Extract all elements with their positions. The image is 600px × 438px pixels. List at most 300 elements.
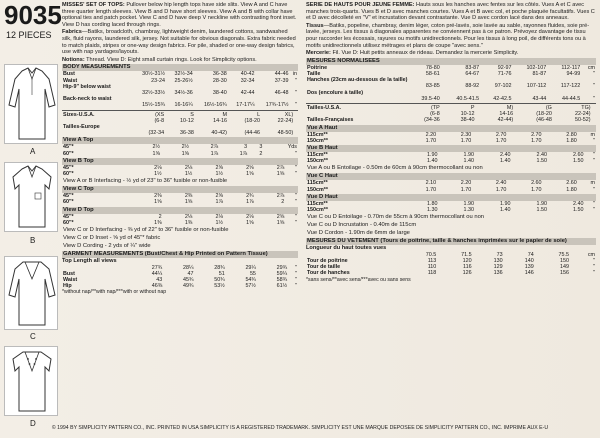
cell-value: " — [593, 258, 595, 264]
table-row — [306, 138, 596, 144]
cell-value: 2¾ — [246, 193, 254, 200]
yardage-band: Vue C ou D Incrustation - 0.40m de 115cm — [307, 222, 417, 229]
cell-value: 2.40 — [573, 200, 584, 207]
cell-value: 140 — [524, 258, 534, 264]
description-fr: SERIE DE HAUTS POUR JEUNE FEMME: Hauts sous les hanches avec fentes sur les côtés. Vues A et C avec manches trois-quarts. Vues B et D avec manches courtes. Vues A et B avec col, et poche plaquée facultatifs. Vues C et D avec décolleté en "V" et incrustation devant contrastante. Vue D avec cordon lacé dans des anneaux. — [306, 2, 595, 22]
row-label: 60"* — [63, 199, 74, 206]
cell-value: 49¾ — [182, 283, 194, 290]
view-b-sketch — [4, 162, 58, 232]
cell-value: 2⅛ — [215, 213, 223, 220]
row-label: 115cm** — [307, 151, 328, 158]
cell-value: 32½-34 — [174, 71, 193, 78]
cell-value: " — [295, 77, 297, 84]
cell-value: 1½ — [184, 170, 193, 177]
cell-value: 81-87 — [532, 70, 547, 77]
view-d-label: D — [30, 419, 36, 428]
cell-value: 3 — [259, 144, 263, 151]
vetement-table — [306, 252, 596, 277]
view-a-label: A — [30, 147, 36, 156]
yardage-band: View C or D Inset - ⅝ yd of 45"* fabric — [63, 235, 161, 241]
cell-value: (TP — [431, 104, 440, 111]
cell-value: " — [295, 277, 297, 283]
cell-value: 59¼ — [276, 270, 288, 277]
cell-value: 43-44 — [532, 95, 547, 102]
cell-value: 2 — [158, 213, 162, 220]
cell-value: 36-38 — [180, 130, 194, 137]
cell-value: 149 — [560, 264, 570, 271]
tailles-table — [306, 105, 596, 124]
yardage-table — [62, 214, 298, 226]
cell-value: " — [295, 283, 297, 290]
cell-value: (G — [545, 104, 552, 111]
cell-value: 38-40 — [460, 117, 475, 124]
cell-value: 32-34 — [240, 77, 255, 84]
cell-value: 1⅞ — [215, 199, 223, 206]
cell-value: 2⅝ — [215, 164, 223, 171]
row-label: Tailles-U.S.A. — [307, 104, 342, 111]
cell-value: 1.90 — [536, 200, 547, 207]
cell-value: 74 — [527, 251, 534, 258]
garment-table-en — [62, 265, 298, 290]
cell-value: 2⅞ — [276, 193, 285, 200]
cell-value: 46⅜ — [151, 283, 163, 290]
yardage-band: View D Top — [62, 207, 298, 214]
cell-value: 50¾ — [214, 277, 225, 283]
tissus-fr: Tissus—Batiks, popeline, chambray, denim léger, coton pré-lavés, soie lavée au sable, rayonnes fluides, soie pré-lavée, jerseys. Les tissus à diagonales apparentes ne conviennent pas à ce patron. Prévoyez davantage de tissu pour raccorder les écossais, rayures ou motifs unidirectionnels. Pour les tissus à long poil, de différents tons ou à motifs unidirectionnels utilisez métrages et plans de coupe "avec sens." — [306, 22, 590, 49]
table-row — [62, 199, 298, 205]
table-row — [306, 117, 596, 123]
description-en: MISSES' SET OF TOPS: Pullover below hip length tops have side slits. View A and C have three quarter length sleeves. View B and D have short sleeves. View A and B with collar have optional ties and patch pocket. View C and D have deep V neckline with contrasting front inset. View D has cording laced through rings. — [62, 2, 297, 28]
cell-value: S — [190, 111, 194, 118]
cell-value: 40.5-41.5 — [456, 95, 480, 102]
cell-value: 2⅛ — [184, 213, 193, 220]
cell-value: 27¾ — [151, 264, 163, 271]
nap-note-en: *without nap/**with nap/***with or without nap — [62, 289, 167, 296]
cell-value: 2.40 — [500, 151, 511, 158]
mesures-table — [306, 65, 596, 102]
cell-value: 1.70 — [495, 186, 507, 193]
cell-value: (44-46 — [244, 130, 261, 137]
cell-value: 58¾ — [276, 277, 288, 283]
view-a-sketch — [4, 64, 58, 144]
cell-value: 2.60 — [566, 180, 577, 187]
row-label: 60"* — [63, 150, 74, 157]
table-row — [62, 171, 298, 177]
cell-value: 1.80 — [427, 200, 438, 207]
cell-value: 2⅛ — [154, 164, 162, 171]
sizes-table-en — [62, 112, 298, 137]
cell-value: 83-87 — [465, 64, 480, 71]
cell-value: 47 — [187, 270, 194, 277]
cell-value: 1.80 — [566, 137, 577, 144]
row-label: Poitrine — [307, 64, 328, 71]
cell-value: 1.30 — [463, 207, 474, 213]
cell-value: 1⅝ — [184, 199, 193, 206]
cell-value: 1.50 — [573, 207, 584, 213]
cell-value: 64-67 — [465, 70, 480, 77]
cell-value: 15½-15¾ — [142, 102, 165, 109]
mercerie-fr: Mercerie: Fil. Vue D: Huit petits anneaux de rideau. Demandez la mercerie Simplicity. — [306, 50, 519, 57]
row-label: 150cm** — [307, 158, 328, 165]
cell-value: 110 — [427, 264, 437, 271]
cell-value: 102-107 — [526, 64, 547, 71]
yardage-band: Vue B Haut — [306, 145, 596, 152]
table-row — [306, 207, 596, 213]
row-label: 115cm** — [307, 200, 328, 207]
yardage-table — [62, 165, 298, 177]
cell-value: 38-40 — [212, 89, 227, 96]
cell-value: 129 — [493, 264, 503, 271]
cell-value: 150 — [560, 258, 570, 264]
cell-value: 94-99 — [566, 70, 581, 77]
cell-value: M — [222, 111, 227, 118]
cell-value — [294, 130, 298, 136]
cell-value: 45¾ — [182, 277, 194, 283]
cell-value: 29¾ — [276, 264, 288, 271]
cell-value: 36-38 — [212, 71, 227, 78]
cell-value: 126 — [462, 270, 472, 277]
cell-value: Yds — [287, 144, 297, 151]
yardage-band: View A Top — [62, 137, 298, 144]
cell-value: L — [257, 111, 261, 118]
cell-value: 28-30 — [212, 77, 227, 84]
cell-value: (34-36 — [424, 117, 440, 124]
row-label: Sizes-U.S.A. — [63, 111, 95, 118]
view-b-label: B — [30, 236, 36, 245]
cell-value: " — [593, 70, 595, 77]
piece-count: 12 PIECES — [6, 30, 52, 40]
yardage-table — [306, 132, 596, 144]
cell-value: 2⅛ — [184, 164, 193, 171]
yardage-band: View B Top — [62, 158, 298, 165]
table-row — [306, 96, 596, 102]
table-row — [62, 130, 298, 136]
cell-value: 113 — [427, 258, 437, 264]
yardage-band: Vue C Haut — [306, 173, 596, 180]
cell-value: 1.40 — [500, 158, 511, 165]
cell-value: 16½-16¾ — [203, 102, 227, 109]
row-label: Dos (encolure à taille) — [307, 89, 364, 96]
cell-value: 17-17¼ — [236, 102, 255, 109]
row-label: 45"* — [63, 164, 74, 171]
table-row — [62, 102, 298, 108]
cell-value: " — [295, 89, 297, 96]
yardage-table — [306, 152, 596, 164]
row-label — [62, 130, 132, 136]
cell-value: 146 — [524, 270, 534, 277]
cell-value: 2.60 — [531, 180, 542, 187]
cell-value: 10-12 — [460, 111, 475, 118]
cell-value: 120 — [462, 258, 472, 264]
cell-value: (18-20 — [536, 111, 552, 118]
row-label: 45"* — [63, 193, 74, 200]
cell-value: 1.70 — [495, 137, 507, 144]
view-c-label: C — [30, 332, 36, 341]
cell-value: 22-24) — [277, 117, 294, 124]
garment-measurements-band: GARMENT MEASUREMENTS (Bust/Chest & Hip Printed on Pattern Tissue) — [62, 251, 298, 258]
row-label: 115cm** — [307, 180, 328, 187]
cell-value: 28¼ — [182, 264, 194, 271]
cell-value: 2.40 — [536, 151, 547, 158]
cell-value: 1.30 — [427, 207, 438, 213]
row-label: Bust — [63, 270, 75, 277]
cell-value: 40-42 — [240, 71, 255, 78]
row-label: Tour de hanches — [307, 270, 350, 277]
cell-value: 1⅜ — [154, 219, 162, 226]
cell-value: 42-42.5 — [493, 95, 512, 102]
cell-value: 2⅛ — [246, 213, 254, 220]
cell-value: 37-39 — [274, 77, 289, 84]
cell-value: 1⅝ — [152, 150, 161, 157]
row-label: 45"* — [63, 213, 74, 220]
cell-value: 70.5 — [425, 251, 437, 258]
cell-value: 107-112 — [526, 83, 547, 90]
cell-value: 78-80 — [425, 64, 440, 71]
french-column — [306, 2, 596, 283]
cell-value: " — [295, 170, 297, 177]
yardage-band: Vue A Haut — [306, 125, 596, 132]
yardage-band: View C Top — [62, 186, 298, 193]
cell-value: 75.5 — [558, 251, 570, 258]
cell-value: 1.70 — [460, 186, 472, 193]
cell-value: 2⅝ — [276, 213, 285, 220]
cell-value: 118 — [427, 270, 437, 277]
cell-value: 112-117 — [561, 64, 581, 71]
pattern-number: 9035 — [4, 0, 62, 30]
cell-value: 16-16¼ — [174, 102, 193, 109]
cell-value: 2.70 — [531, 131, 542, 138]
cell-value: M) — [506, 104, 514, 111]
cell-value: 1⅞ — [246, 199, 254, 206]
cell-value: 1⅝ — [181, 150, 190, 157]
cell-value: 50-52) — [574, 117, 591, 124]
row-label: Tailles-Europe — [63, 123, 100, 130]
cell-value: 1.80 — [566, 186, 577, 193]
cell-value: " — [295, 213, 297, 220]
table-row — [306, 158, 596, 164]
row-label — [62, 102, 132, 108]
row-label: Waist — [63, 77, 78, 84]
cell-value: 53½ — [214, 283, 225, 290]
cell-value: 1½ — [215, 219, 223, 226]
cell-value: m — [590, 180, 595, 187]
cell-value: " — [295, 193, 297, 200]
cell-value: 2⅜ — [184, 193, 193, 200]
cell-value: 2.40 — [495, 180, 507, 187]
cell-value: 22-24) — [574, 111, 591, 118]
cell-value: " — [593, 151, 595, 158]
row-label: 45"* — [63, 144, 74, 151]
cell-value: 28¾ — [214, 264, 225, 271]
yardage-band: Vue D Haut — [306, 194, 596, 201]
cell-value: 29¼ — [245, 264, 256, 271]
cell-value: 2 — [259, 150, 263, 157]
cell-value: 1.50 — [536, 158, 547, 165]
cell-value: 1⅞ — [239, 150, 248, 157]
cell-value: " — [295, 270, 297, 277]
cell-value: 2.70 — [495, 131, 507, 138]
yardage-band: View A or B Interfacing - ½ yd of 23" to 36" fusible or non-fusible — [63, 178, 228, 185]
cell-value: 2.20 — [425, 131, 437, 138]
copyright-footer: © 1994 BY SIMPLICITY PATTERN CO., INC. PRINTED IN USA SIMPLICITY IS A REGISTERED TRADEMARK. SIMPLICITY EST UNE MARQUE DEPOSEE DE SIMPLICITY PATTERN CO., INC. IMPRIME AUX E-U — [51, 425, 549, 431]
cell-value: 1½ — [215, 170, 223, 177]
row-label: 60"* — [63, 170, 74, 177]
cell-value: 2⅞ — [210, 144, 219, 151]
cell-value: 1.50 — [573, 158, 584, 165]
cell-value: 51 — [218, 270, 225, 277]
cell-value: 1.70 — [531, 137, 542, 144]
table-row — [62, 220, 298, 226]
cell-value: 2½ — [152, 144, 161, 151]
row-label: Tailles-Françaises — [307, 117, 354, 124]
cell-value: 2⅜ — [154, 193, 162, 200]
cell-value: (XS — [155, 111, 165, 118]
cell-value: " — [295, 219, 297, 226]
table-row — [306, 187, 596, 193]
cell-value: cm — [587, 251, 595, 258]
cell-value: 1½ — [154, 170, 162, 177]
cell-value: 25-26½ — [174, 77, 193, 84]
english-column — [62, 2, 298, 296]
cell-value: (46-48 — [536, 117, 552, 124]
cell-value: 30½-31½ — [142, 71, 165, 78]
row-label — [306, 96, 408, 102]
cell-value: 97-102 — [494, 83, 512, 90]
mesures-band: MESURES NORMALISEES — [306, 58, 596, 65]
cell-value: in — [292, 71, 297, 78]
cell-value: 43 — [156, 277, 163, 283]
cell-value: 46-48 — [274, 89, 289, 96]
cell-value: " — [295, 150, 297, 157]
cell-value: 55 — [249, 270, 256, 277]
row-label: 60"* — [63, 219, 74, 226]
cell-value: 1.70 — [425, 137, 437, 144]
cell-value: 61½ — [276, 283, 288, 290]
cell-value: 2.10 — [425, 180, 437, 187]
cell-value: " — [593, 186, 595, 193]
cell-value: 117-122 — [560, 83, 581, 90]
yardage-table — [306, 180, 596, 192]
cell-value: " — [295, 164, 297, 171]
cell-value: 2 — [281, 199, 285, 206]
row-label: Hip — [63, 283, 72, 290]
cell-value: 1.40 — [463, 158, 474, 165]
cell-value: 2.80 — [566, 131, 577, 138]
cell-value: (6-8 — [430, 111, 440, 118]
yardage-band: View D Cording - 2 yds of ¼" wide — [63, 243, 151, 249]
cell-value: 130 — [493, 258, 503, 264]
cell-value: 1.50 — [536, 207, 547, 213]
cell-value: 58-61 — [425, 70, 440, 77]
vetement-band: MESURES DU VETEMENT (Tours de poitrine, taille & hanches imprimées sur le papier de soie) — [306, 238, 596, 245]
cell-value: (18-20 — [244, 117, 261, 124]
yardage-band: Vue D Cordon - 1.90m de 6mm de large — [307, 230, 410, 237]
cell-value: 1.40 — [500, 207, 511, 213]
cell-value: " — [295, 102, 297, 109]
metrage-fr — [306, 125, 596, 238]
cell-value: 40-42) — [211, 130, 227, 137]
row-label: Tour de taille — [307, 264, 341, 271]
cell-value: 14-16 — [213, 117, 227, 124]
cell-value: cm — [587, 64, 595, 71]
cell-value: 34½-36 — [174, 89, 193, 96]
cell-value: " — [593, 207, 595, 213]
cell-value: " — [593, 83, 595, 90]
cell-value: 42-44 — [240, 89, 255, 96]
cell-value: (6-8 — [154, 117, 165, 124]
row-label: Taille — [307, 70, 321, 77]
row-label: Back-neck to waist — [63, 96, 112, 103]
cell-value: XL) — [284, 111, 294, 118]
yardage-band: View C or D Interfacing - ⅜ yd of 22" to 36" fusible or non-fusible — [63, 227, 229, 233]
cell-value: 83-85 — [425, 83, 440, 90]
row-label: Hanches (23cm au-dessous de la taille) — [307, 77, 408, 84]
row-label: Bust — [63, 71, 75, 78]
cell-value: 1.90 — [463, 151, 474, 158]
cell-value: " — [593, 158, 595, 165]
cell-value: 48-50) — [277, 130, 294, 137]
cell-value: 136 — [493, 270, 503, 277]
yardage-table — [306, 201, 596, 213]
row-label: 150cm** — [307, 137, 328, 144]
row-label: 115cm** — [307, 131, 328, 138]
cell-value: 2.60 — [573, 151, 584, 158]
body-measurements-band: BODY MEASUREMENTS — [62, 64, 298, 71]
cell-value: 71-76 — [497, 70, 512, 77]
cell-value: 1⅝ — [154, 199, 162, 206]
cell-value: 10-12 — [180, 117, 194, 124]
cell-value: " — [593, 264, 595, 271]
cell-value: " — [295, 199, 297, 206]
cell-value: 73 — [496, 251, 503, 258]
cell-value — [592, 117, 596, 123]
cell-value: 23-24 — [151, 77, 165, 84]
row-label: 150cm** — [307, 207, 328, 213]
cell-value: 1.70 — [425, 186, 437, 193]
top-length-label: Top Length all views — [62, 258, 117, 264]
cell-value: 1.90 — [427, 151, 438, 158]
fabrics-en: Fabrics—Batiks, broadcloth, chambray, lightweight denim, laundered cottons, sandwashed silk, fluid rayons, laundered silk, jersey. Not suitable for obvious diagonals. Extra fabric needed to match plaids, stripes or one-way design fabrics. For pile, shaded or one-way design fabrics, use with nap yardages/layouts. — [62, 29, 296, 56]
cell-value: P — [470, 104, 475, 111]
cell-value: 1⅜ — [184, 219, 193, 226]
cell-value: 1.40 — [427, 158, 438, 165]
cell-value: 92-97 — [497, 64, 512, 71]
cell-value: 1.90 — [500, 200, 511, 207]
yardage-band: Vue C ou D Entoilage - 0.70m de 55cm à 90cm thermocollant ou non — [307, 214, 485, 221]
cell-value: 139 — [524, 264, 534, 271]
yardage-table — [62, 144, 298, 156]
cell-value: 54¾ — [245, 277, 256, 283]
cell-value: 1⅞ — [210, 150, 219, 157]
cell-value: 17¾-17½ — [265, 102, 289, 109]
cell-value: 44-46 — [274, 71, 289, 78]
cell-value: (32-34 — [148, 130, 165, 137]
cell-value: 71.5 — [461, 251, 472, 258]
cell-value: 2⅝ — [215, 193, 223, 200]
cell-value: 42-44) — [497, 117, 514, 124]
cell-value: 1.90 — [463, 200, 474, 207]
cell-value: 32½-33½ — [142, 89, 165, 96]
cell-value: 57½ — [245, 283, 256, 290]
yardage-en — [62, 137, 298, 250]
cell-value: 3 — [244, 144, 248, 151]
cell-value: 44¼ — [151, 270, 163, 277]
body-measurements-table — [62, 71, 298, 108]
cell-value: 1⅝ — [276, 219, 285, 226]
cell-value: 1.70 — [460, 137, 472, 144]
table-row — [62, 151, 298, 157]
cell-value: " — [593, 200, 595, 207]
